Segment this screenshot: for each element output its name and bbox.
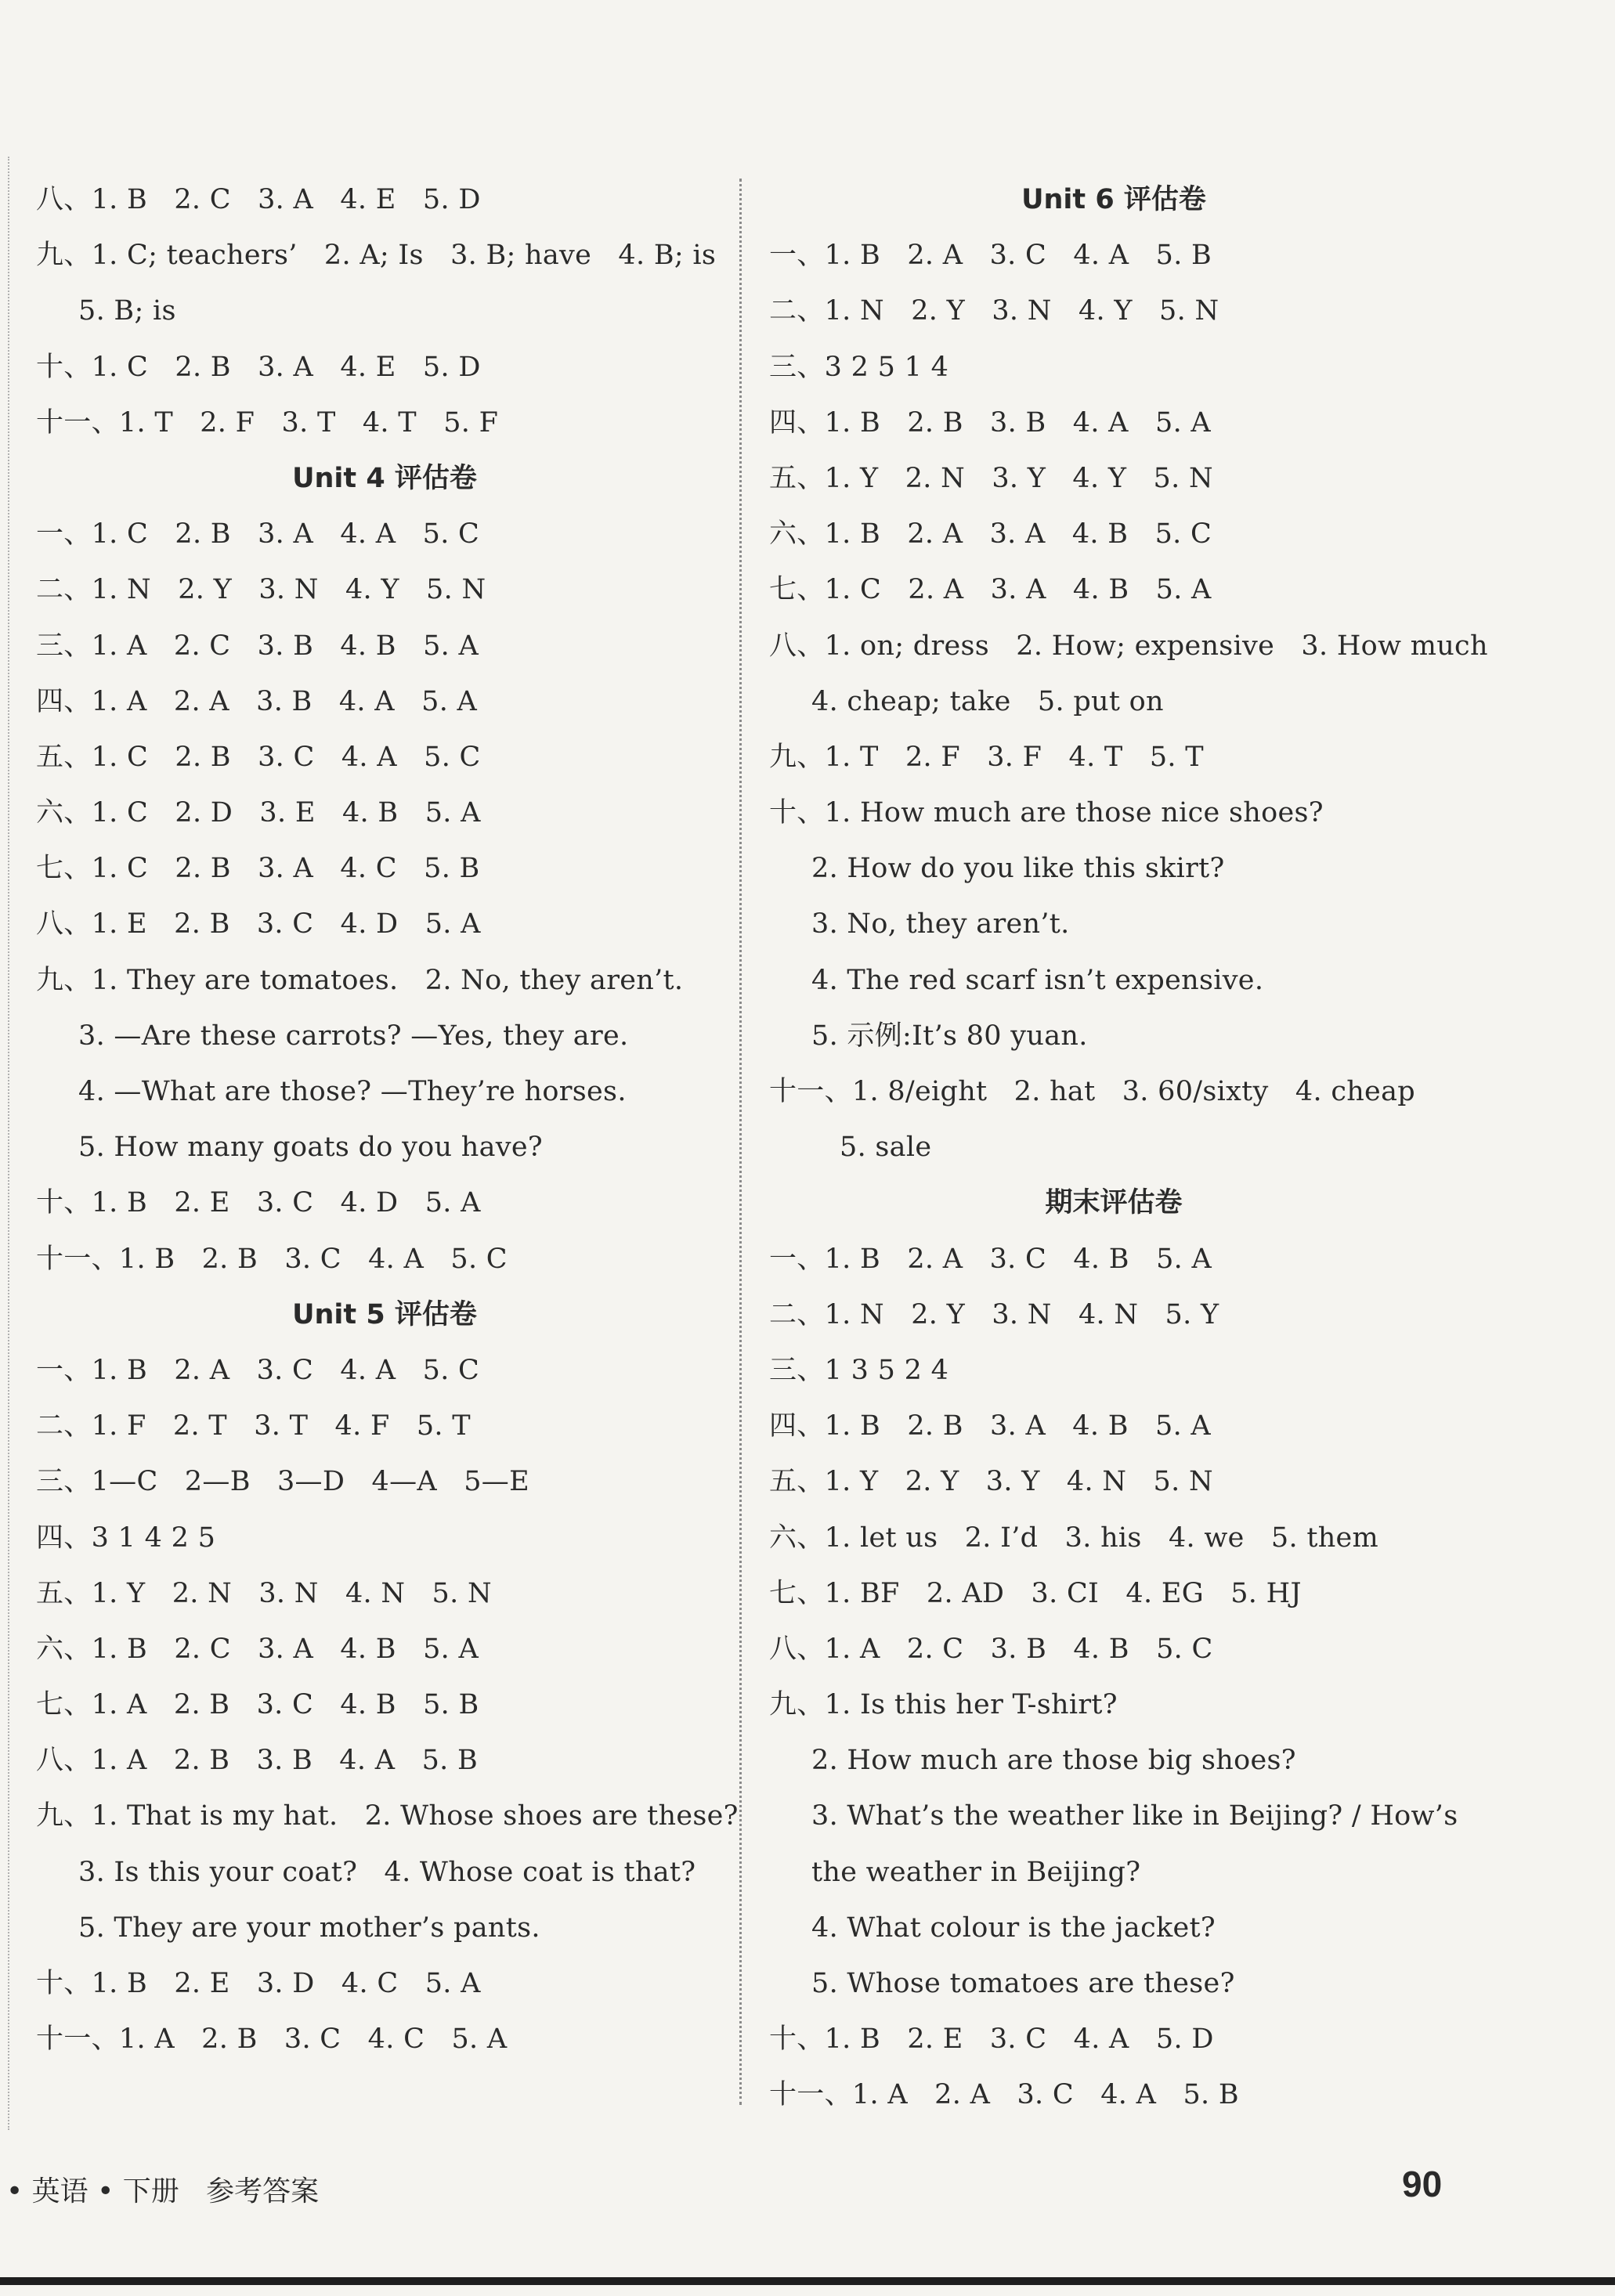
unit6-section (769, 228, 1488, 1175)
answer-line: 五、1. Y 2. N 3. N 4. N 5. N (36, 1577, 492, 1609)
answer-line: 十、1. C 2. B 3. A 4. E 5. D (36, 351, 481, 383)
page-number: 90 (1402, 2164, 1443, 2204)
unit6-title: Unit 6 评估卷 (1021, 184, 1206, 215)
answer-line: 十、1. B 2. E 3. C 4. D 5. A (36, 1187, 481, 1219)
answer-line: 3. What’s the weather like in Beijing? / How’s (811, 1800, 1458, 1832)
answer-line: 四、1. A 2. A 3. B 4. A 5. A (36, 685, 478, 717)
footer-label: • 英语 • 下册 参考答案 (6, 2175, 320, 2208)
answer-line: 九、1. Is this her T-shirt? (769, 1689, 1118, 1721)
answer-line: 十一、1. A 2. A 3. C 4. A 5. B (769, 2079, 1239, 2111)
answer-line: 一、1. B 2. A 3. C 4. A 5. B (769, 240, 1212, 272)
answer-line: 三、1—C 2—B 3—D 4—A 5—E (36, 1466, 529, 1498)
answer-line: 七、1. C 2. B 3. A 4. C 5. B (36, 853, 480, 885)
answer-line: 九、1. That is my hat. 2. Whose shoes are these? (36, 1800, 739, 1832)
binding-edge-dots (8, 157, 9, 2130)
answer-line: 一、1. C 2. B 3. A 4. A 5. C (36, 518, 480, 551)
answer-line: 八、1. E 2. B 3. C 4. D 5. A (36, 908, 481, 940)
answer-line: 十、1. B 2. E 3. C 4. A 5. D (769, 2023, 1214, 2056)
answer-line: 七、1. A 2. B 3. C 4. B 5. B (36, 1689, 479, 1721)
answer-line: 三、3 2 5 1 4 (769, 351, 949, 383)
answer-line: 二、1. N 2. Y 3. N 4. N 5. Y (769, 1298, 1219, 1330)
answer-line: 十、1. How much are those nice shoes? (769, 797, 1324, 829)
answer-line: 二、1. N 2. Y 3. N 4. Y 5. N (36, 574, 486, 606)
unit5-section (36, 1343, 739, 2067)
answer-line: 5. How many goats do you have? (78, 1132, 543, 1164)
unit4-title: Unit 4 评估卷 (292, 462, 477, 494)
answer-line: 四、3 1 4 2 5 (36, 1522, 216, 1554)
answer-line: 二、1. N 2. Y 3. N 4. Y 5. N (769, 295, 1219, 327)
answer-line: the weather in Beijing? (811, 1856, 1141, 1888)
unit5-title: Unit 5 评估卷 (292, 1298, 477, 1330)
answer-line: 二、1. F 2. T 3. T 4. F 5. T (36, 1410, 471, 1442)
answer-line: 5. sale (840, 1132, 932, 1164)
answer-line: 七、1. C 2. A 3. A 4. B 5. A (769, 574, 1212, 606)
answer-line: 2. How much are those big shoes? (811, 1745, 1296, 1777)
answer-line: 三、1 3 5 2 4 (769, 1354, 949, 1386)
page-footer (0, 2163, 1615, 2218)
answer-line: 一、1. B 2. A 3. C 4. B 5. A (769, 1243, 1212, 1275)
answer-line: 八、1. on; dress 2. How; expensive 3. How much (769, 630, 1488, 662)
answer-line: 八、1. A 2. B 3. B 4. A 5. B (36, 1745, 479, 1777)
answer-line: 四、1. B 2. B 3. A 4. B 5. A (769, 1410, 1212, 1442)
answer-line: 3. —Are these carrots? —Yes, they are. (78, 1020, 629, 1052)
final-exam-title: 期末评估卷 (1045, 1187, 1183, 1219)
answer-line: 九、1. C; teachers’ 2. A; Is 3. B; have 4. B; is (36, 240, 717, 272)
answer-line: 十一、1. T 2. F 3. T 4. T 5. F (36, 406, 499, 439)
answer-line: 2. How do you like this skirt? (811, 853, 1225, 885)
answer-line: 5. 示例:It’s 80 yuan. (811, 1020, 1088, 1052)
left-column (36, 172, 739, 2067)
answer-line: 十一、1. B 2. B 3. C 4. A 5. C (36, 1243, 508, 1275)
answer-line: 十、1. B 2. E 3. D 4. C 5. A (36, 1968, 481, 1999)
answer-line: 4. cheap; take 5. put on (811, 685, 1164, 717)
answer-line: 六、1. C 2. D 3. E 4. B 5. A (36, 797, 481, 829)
right-column (769, 172, 1488, 2124)
answer-line: 一、1. B 2. A 3. C 4. A 5. C (36, 1354, 480, 1386)
answer-line: 七、1. BF 2. AD 3. CI 4. EG 5. HJ (769, 1577, 1302, 1609)
answer-line: 4. The red scarf isn’t expensive. (811, 964, 1264, 996)
bottom-edge-bar (0, 2277, 1615, 2285)
answer-line: 5. Whose tomatoes are these? (811, 1968, 1235, 1999)
answer-line: 三、1. A 2. C 3. B 4. B 5. A (36, 630, 479, 662)
answer-line: 六、1. let us 2. I’d 3. his 4. we 5. them (769, 1522, 1379, 1554)
answer-line: 五、1. Y 2. Y 3. Y 4. N 5. N (769, 1466, 1213, 1498)
unit3-tail-section (36, 172, 733, 451)
answer-line: 5. They are your mother’s pants. (78, 1912, 540, 1944)
answer-line: 四、1. B 2. B 3. B 4. A 5. A (769, 406, 1212, 439)
answer-line: 九、1. They are tomatoes. 2. No, they aren’t. (36, 964, 684, 996)
answer-line: 十一、1. A 2. B 3. C 4. C 5. A (36, 2023, 508, 2056)
answer-line: 4. What colour is the jacket? (811, 1912, 1216, 1944)
answer-line: 4. —What are those? —They’re horses. (78, 1076, 627, 1107)
answer-line: 六、1. B 2. C 3. A 4. B 5. A (36, 1633, 479, 1665)
answer-line: 5. B; is (78, 295, 176, 327)
answer-line: 3. No, they aren’t. (811, 908, 1070, 940)
answer-line: 3. Is this your coat? 4. Whose coat is that? (78, 1856, 696, 1888)
final-exam-section (769, 1232, 1458, 2124)
answer-line: 八、1. B 2. C 3. A 4. E 5. D (36, 184, 481, 215)
answer-line: 五、1. Y 2. N 3. Y 4. Y 5. N (769, 462, 1213, 494)
answer-line: 九、1. T 2. F 3. F 4. T 5. T (769, 741, 1204, 773)
answer-line: 五、1. C 2. B 3. C 4. A 5. C (36, 741, 481, 773)
answer-line: 六、1. B 2. A 3. A 4. B 5. C (769, 518, 1212, 551)
unit4-section (36, 507, 733, 1287)
answer-line: 十一、1. 8/eight 2. hat 3. 60/sixty 4. cheap (769, 1076, 1415, 1107)
column-divider (739, 179, 742, 2105)
answer-line: 八、1. A 2. C 3. B 4. B 5. C (769, 1633, 1213, 1665)
